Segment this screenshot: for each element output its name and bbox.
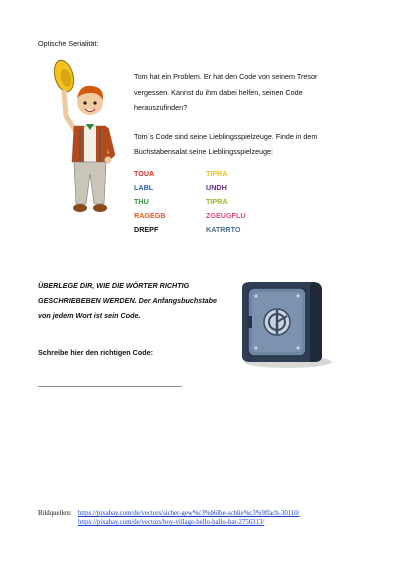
scrambled-word: KATRRTO [206,225,241,234]
scrambled-word: TOUA [134,169,155,178]
scrambled-word: LABL [134,183,154,192]
story-paragraph-problem: Tom hat ein Problem. Er hat den Code von seinem Tresor vergessen. Kannst du ihm dabei helfen, seinen Code herauszufinden? [134,72,318,112]
word-row [134,181,246,195]
scrambled-words-grid [134,167,246,237]
source-link-safe[interactable]: https://pixabay.com/de/vectors/sicher-gew%c3%b6lbe-schlie%c3%9ffach-30110/ [78,510,300,517]
sources-label: Bildquellen: [38,510,72,517]
word-row [134,195,246,209]
scrambled-word: ZGEUGFLU [206,211,246,220]
boy-waving-hat-illustration [50,58,122,218]
story-paragraph-task: Tom`s Code sind seine Lieblingsspielzeuge. Finde in dem Buchstabensalat seine Lieblingsspielzeuge: [134,131,318,156]
source-line-1 [38,509,300,518]
scrambled-word: RAGEGB [134,211,166,220]
source-line-2 [38,518,300,527]
answer-line[interactable]: _________________________________________ [38,378,182,387]
story-intro [134,69,354,173]
word-row [134,209,246,223]
safe-vault-illustration [230,278,338,370]
word-row [134,167,246,181]
worksheet-title: Optische Serialität: [38,39,99,48]
scrambled-word: TIPRA [206,169,228,178]
scrambled-word: THU [134,197,149,206]
scrambled-word: TIPRA [206,197,228,206]
answer-prompt: Schreibe hier den richtigen Code: [38,348,154,357]
source-link-boy[interactable]: https://pixabay.com/de/vectors/boy-village-hello-hallo-hat-2756313/ [78,519,265,526]
scrambled-word: DREPF [134,225,159,234]
image-sources [38,509,300,527]
scrambled-word: UNDH [206,183,227,192]
word-row [134,223,246,237]
instruction-text: ÜBERLEGE DIR, WIE DIE WÖRTER RICHTIG GESCHRIEBEBEN WERDEN. Der Anfangsbuchstabe von jedem Wort ist sein Code. [38,281,218,320]
